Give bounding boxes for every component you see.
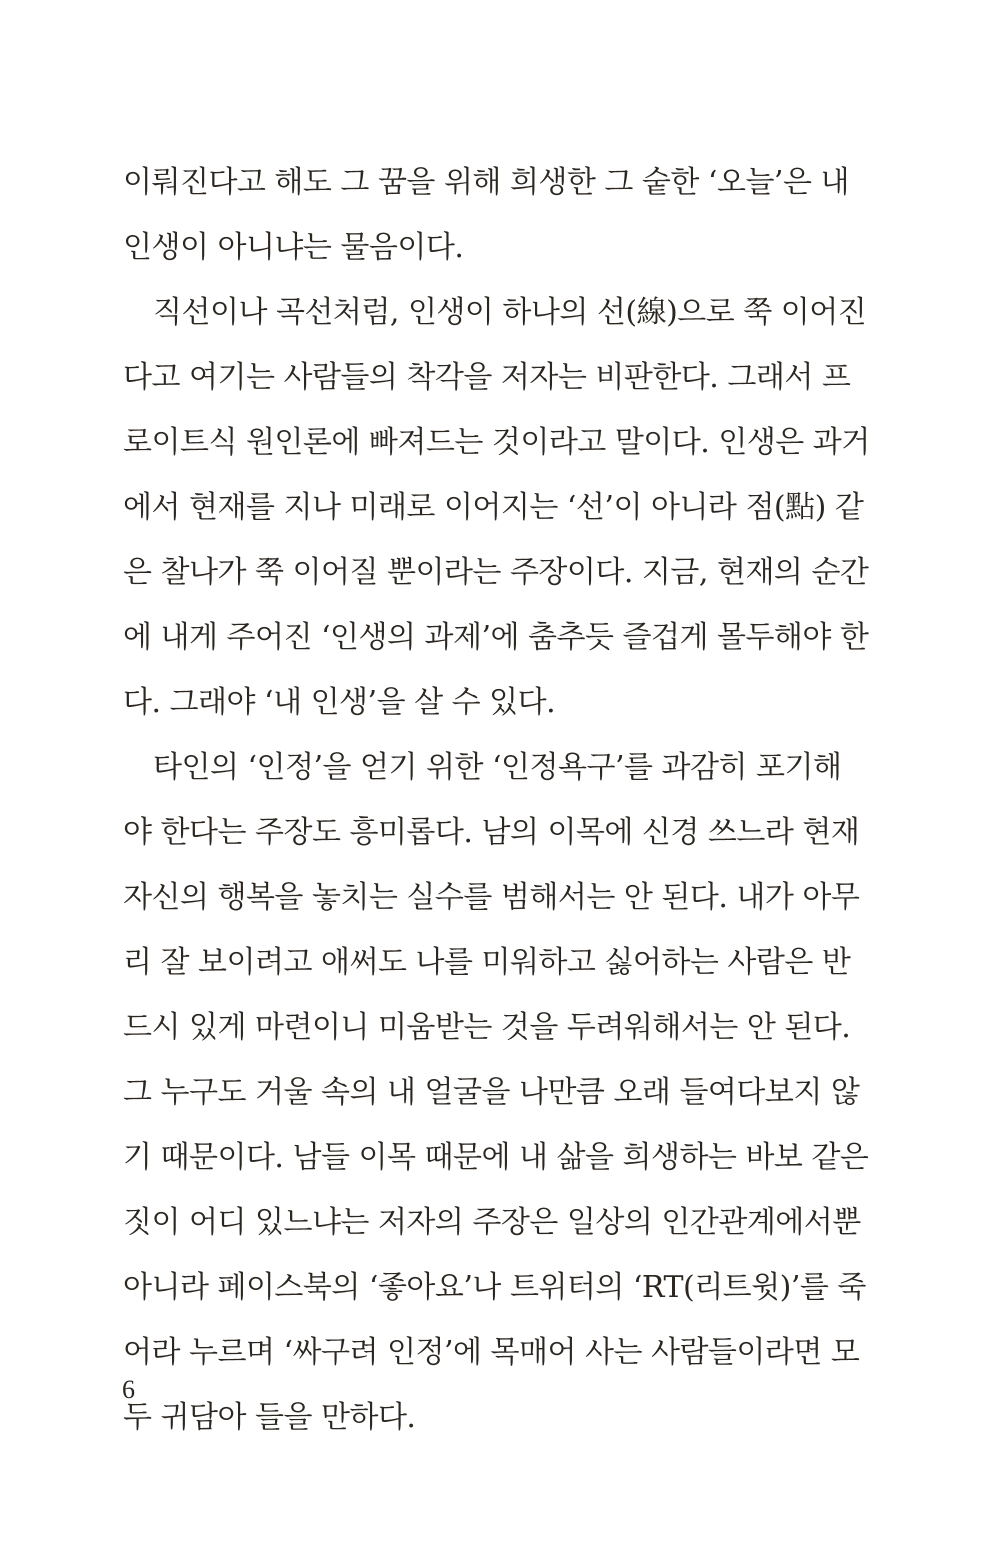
text-line: 인생이 아니냐는 물음이다.	[123, 230, 464, 265]
text-line: 타인의 ‘인정’을 얻기 위한 ‘인정욕구’를 과감히 포기해	[153, 750, 842, 785]
text-line: 드시 있게 마련이니 미움받는 것을 두려워해서는 안 된다.	[123, 1010, 851, 1045]
text-line: 에 내게 주어진 ‘인생의 과제’에 춤추듯 즐겁게 몰두해야 한	[123, 620, 869, 655]
text-line: 야 한다는 주장도 흥미롭다. 남의 이목에 신경 쓰느라 현재	[123, 815, 860, 850]
text-line: 다. 그래야 ‘내 인생’을 살 수 있다.	[123, 685, 556, 720]
text-line: 어라 누르며 ‘싸구려 인정’에 목매어 사는 사람들이라면 모	[123, 1335, 860, 1370]
text-line: 은 찰나가 쭉 이어질 뿐이라는 주장이다. 지금, 현재의 순간	[123, 555, 869, 590]
text-line: 다고 여기는 사람들의 착각을 저자는 비판한다. 그래서 프	[123, 360, 851, 395]
text-line: 직선이나 곡선처럼, 인생이 하나의 선(線)으로 쭉 이어진	[153, 295, 867, 330]
text-line: 짓이 어디 있느냐는 저자의 주장은 일상의 인간관계에서뿐	[123, 1205, 861, 1240]
text-line: 기 때문이다. 남들 이목 때문에 내 삶을 희생하는 바보 같은	[123, 1140, 869, 1175]
text-line: 두 귀담아 들을 만하다.	[123, 1400, 416, 1435]
text-line: 자신의 행복을 놓치는 실수를 범해서는 안 된다. 내가 아무	[123, 880, 860, 915]
text-line: 아니라 페이스북의 ‘좋아요’나 트위터의 ‘RT(리트윗)’를 죽	[123, 1270, 866, 1305]
text-line: 리 잘 보이려고 애써도 나를 미워하고 싫어하는 사람은 반	[123, 945, 851, 980]
text-line: 그 누구도 거울 속의 내 얼굴을 나만큼 오래 들여다보지 않	[123, 1075, 860, 1110]
page-number: 6	[122, 1375, 135, 1404]
text-line: 로이트식 원인론에 빠져드는 것이라고 말이다. 인생은 과거	[123, 425, 870, 460]
text-line: 이뤄진다고 해도 그 꿈을 위해 희생한 그 숱한 ‘오늘’은 내	[123, 165, 849, 200]
text-line: 에서 현재를 지나 미래로 이어지는 ‘선’이 아니라 점(點) 같	[123, 490, 864, 525]
body-text	[123, 150, 870, 1450]
